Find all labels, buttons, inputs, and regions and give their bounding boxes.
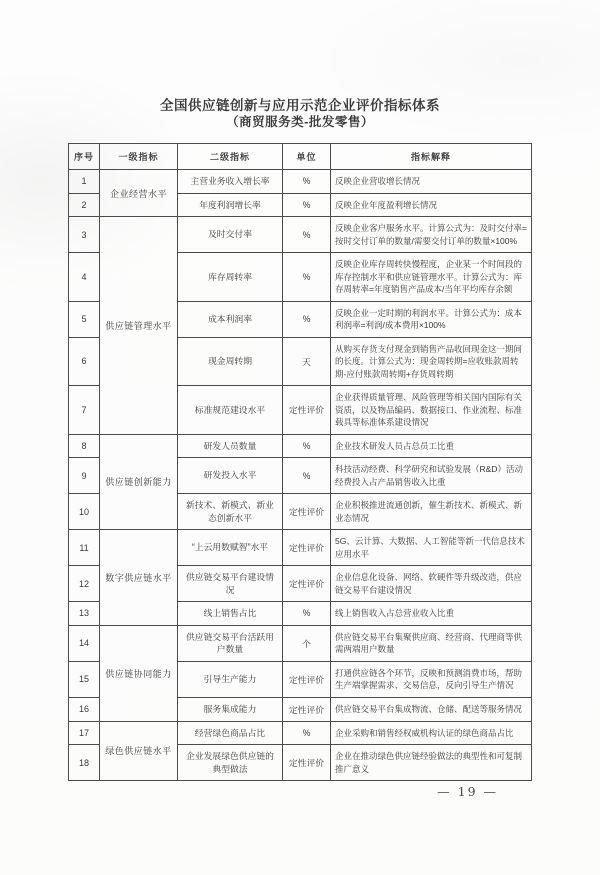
cell-unit: % — [283, 193, 331, 217]
header-serial: 序号 — [69, 144, 100, 170]
cell-unit: % — [283, 170, 331, 194]
cell-level1-indicator: 供应链管理水平 — [100, 217, 178, 435]
table-row — [69, 625, 532, 661]
cell-serial: 1 — [69, 170, 100, 194]
cell-explanation: 反映企业库存周转快慢程度，企业某一个时间段的库存控制水平和供应链管理水平。计算公式为：库存周转率=年度销售产品成本/当年平均库存余额 — [331, 253, 532, 302]
cell-level2-indicator: 引导生产能力 — [178, 661, 283, 697]
cell-explanation: 5G、云计算、大数据、人工智能等新一代信息技术应用水平 — [331, 530, 532, 566]
cell-unit: 定性评价 — [283, 566, 331, 602]
table-row — [69, 170, 532, 194]
cell-level2-indicator: 经营绿色商品占比 — [178, 721, 283, 745]
table-header-row — [69, 144, 532, 170]
cell-level2-indicator: 线上销售占比 — [178, 602, 283, 626]
cell-level2-indicator: 及时交付率 — [178, 217, 283, 253]
cell-level2-indicator: 供应链交易平台建设情况 — [178, 566, 283, 602]
cell-unit: 定性评价 — [283, 697, 331, 721]
cell-unit: 定性评价 — [283, 386, 331, 435]
document-title: 全国供应链创新与应用示范企业评价指标体系 — [160, 98, 440, 113]
cell-explanation: 企业积极推进流通创新，催生新技术、新模式、新业态情况 — [331, 494, 532, 530]
cell-unit: 个 — [283, 625, 331, 661]
cell-unit: % — [283, 721, 331, 745]
cell-level1-indicator: 企业经营水平 — [100, 170, 178, 217]
cell-explanation: 反映企业客户服务水平。计算公式为：及时交付率=按时交付订单的数量/需要交付订单的数量×100% — [331, 217, 532, 253]
cell-level2-indicator: 标准规范建设水平 — [178, 386, 283, 435]
cell-serial: 14 — [69, 625, 100, 661]
cell-level1-indicator: 绿色供应链水平 — [100, 721, 178, 781]
header-level2-indicator: 二级指标 — [178, 144, 283, 170]
cell-serial: 11 — [69, 530, 100, 566]
cell-level2-indicator: 年度利润增长率 — [178, 193, 283, 217]
cell-unit: % — [283, 301, 331, 337]
cell-serial: 5 — [69, 301, 100, 337]
cell-unit: % — [283, 602, 331, 626]
cell-level2-indicator: 库存周转率 — [178, 253, 283, 302]
cell-unit: 天 — [283, 337, 331, 386]
cell-explanation: 供应链交易平台集聚供应商、经营商、代理商等供需两端用户数量 — [331, 625, 532, 661]
cell-unit: % — [283, 253, 331, 302]
cell-serial: 10 — [69, 494, 100, 530]
cell-explanation: 反映企业年度盈利增长情况 — [331, 193, 532, 217]
cell-serial: 15 — [69, 661, 100, 697]
cell-explanation: 企业技术研发人员占总员工比重 — [331, 434, 532, 458]
header-explanation: 指标解释 — [331, 144, 532, 170]
cell-level1-indicator: 供应链协同能力 — [100, 625, 178, 721]
cell-serial: 13 — [69, 602, 100, 626]
cell-serial: 12 — [69, 566, 100, 602]
cell-explanation: 供应链交易平台集成物流、仓储、配送等服务情况 — [331, 697, 532, 721]
cell-explanation: 打通供应链各个环节，反映和预测消费市场，帮助生产端掌握需求、交易信息，反向引导生产情况 — [331, 661, 532, 697]
cell-serial: 6 — [69, 337, 100, 386]
cell-serial: 7 — [69, 386, 100, 435]
cell-level2-indicator: 服务集成能力 — [178, 697, 283, 721]
cell-level2-indicator: 新技术、新模式、新业态创新水平 — [178, 494, 283, 530]
cell-explanation: 反映企业一定时期的利润水平。计算公式为：成本利润率=利润/成本费用×100% — [331, 301, 532, 337]
cell-level2-indicator: 主营业务收入增长率 — [178, 170, 283, 194]
cell-serial: 2 — [69, 193, 100, 217]
cell-explanation: 企业获得质量管理、风险管理等相关国内国际有关资质，以及物品编码、数据接口、作业流程、标准载具等标准体系建设情况 — [331, 386, 532, 435]
cell-serial: 18 — [69, 745, 100, 781]
cell-unit: % — [283, 217, 331, 253]
cell-explanation: 企业在推动绿色供应链经验做法的典型性和可复制推广意义 — [331, 745, 532, 781]
cell-level2-indicator: 成本利润率 — [178, 301, 283, 337]
table-row — [69, 530, 532, 566]
cell-level2-indicator: 现金周转期 — [178, 337, 283, 386]
cell-unit: 定性评价 — [283, 661, 331, 697]
cell-explanation: 科技活动经费、科学研究和试验发展（R&D）活动经费投入占产品销售收入比重 — [331, 458, 532, 494]
cell-level1-indicator: 数字供应链水平 — [100, 530, 178, 626]
cell-unit: % — [283, 434, 331, 458]
page-number: — 19 — — [437, 784, 498, 799]
cell-explanation: 企业信息化设备、网络、软硬件等升级改造，供应链交易平台建设情况 — [331, 566, 532, 602]
cell-level1-indicator: 供应链创新能力 — [100, 434, 178, 530]
cell-level2-indicator: 企业发展绿色供应链的典型做法 — [178, 745, 283, 781]
table-row — [69, 721, 532, 745]
cell-level2-indicator: 研发人员数量 — [178, 434, 283, 458]
table-row — [69, 434, 532, 458]
cell-serial: 17 — [69, 721, 100, 745]
cell-serial: 9 — [69, 458, 100, 494]
document-subtitle: （商贸服务类-批发零售） — [226, 115, 374, 129]
cell-unit: 定性评价 — [283, 745, 331, 781]
cell-explanation: 企业采购和销售经权威机构认证的绿色商品占比 — [331, 721, 532, 745]
table-row — [69, 217, 532, 253]
header-unit: 单位 — [283, 144, 331, 170]
cell-explanation: 反映企业营收增长情况 — [331, 170, 532, 194]
header-level1-indicator: 一级指标 — [100, 144, 178, 170]
cell-serial: 3 — [69, 217, 100, 253]
cell-unit: 定性评价 — [283, 530, 331, 566]
cell-explanation: 线上销售收入占总营业收入比重 — [331, 602, 532, 626]
cell-unit: 定性评价 — [283, 494, 331, 530]
cell-level2-indicator: 供应链交易平台活跃用户数量 — [178, 625, 283, 661]
cell-level2-indicator: “上云用数赋智”水平 — [178, 530, 283, 566]
cell-unit: % — [283, 458, 331, 494]
cell-level2-indicator: 研发投入水平 — [178, 458, 283, 494]
evaluation-index-table — [68, 143, 532, 781]
cell-serial: 16 — [69, 697, 100, 721]
cell-serial: 8 — [69, 434, 100, 458]
cell-serial: 4 — [69, 253, 100, 302]
cell-explanation: 从购买存货支付现金到销售产品收回现金这一期间的长度。计算公式为：现金周转期=应收账款周转期-应付账款周转期+存货周转期 — [331, 337, 532, 386]
